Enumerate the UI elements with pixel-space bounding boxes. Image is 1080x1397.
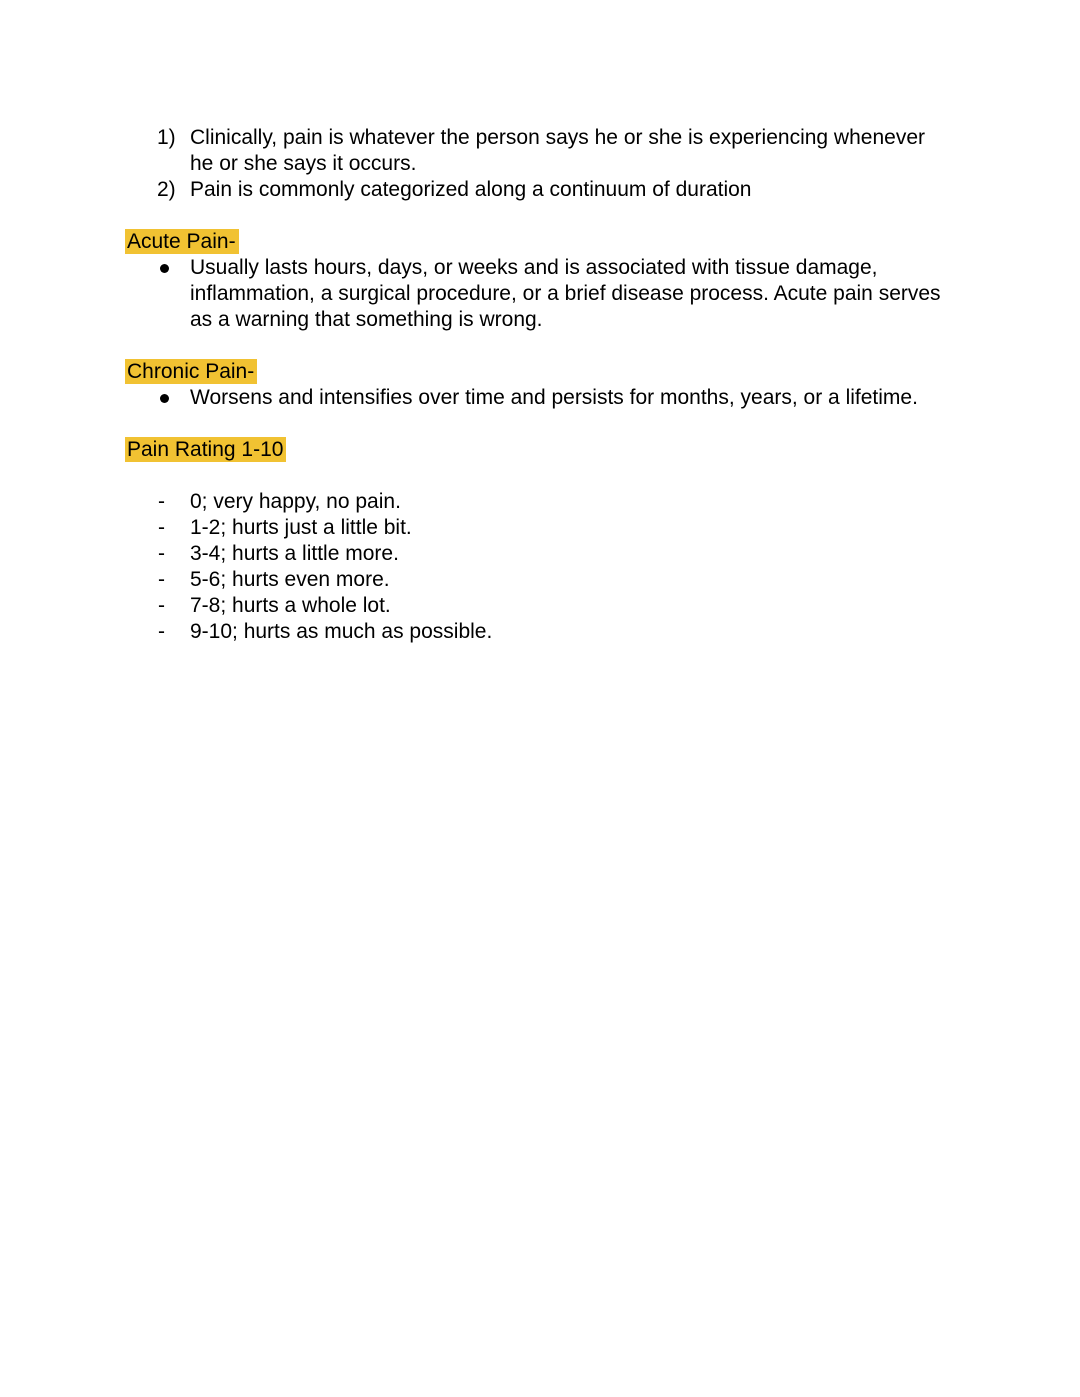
list-number: 1) (157, 126, 176, 149)
list-item (127, 177, 953, 203)
list-item-text: 5-6; hurts even more. (190, 568, 390, 591)
list-item-text: Pain is commonly categorized along a continuum of duration (190, 178, 752, 201)
dash-marker: - (158, 516, 165, 539)
blank-line (127, 333, 953, 359)
section-heading-pain-rating (127, 437, 953, 463)
blank-line (127, 411, 953, 437)
list-item (127, 593, 953, 619)
dash-marker: - (158, 568, 165, 591)
list-item (127, 489, 953, 515)
bullet-marker (160, 394, 169, 403)
list-item (127, 619, 953, 645)
blank-line (127, 463, 953, 489)
list-item-text: 3-4; hurts a little more. (190, 542, 399, 565)
bullet-list (127, 385, 953, 411)
dash-marker: - (158, 594, 165, 617)
list-item (127, 385, 953, 411)
dash-marker: - (158, 490, 165, 513)
list-item (127, 567, 953, 593)
dash-marker: - (158, 620, 165, 643)
list-item (127, 541, 953, 567)
highlighted-heading-text: Chronic Pain- (125, 359, 257, 384)
list-item-text: Usually lasts hours, days, or weeks and is associated with tissue damage, inflammation, a surgical procedure, or a brief disease process. Acute pain serves as a warning that something is wrong. (190, 256, 941, 331)
dash-list (127, 489, 953, 645)
highlighted-heading-text: Acute Pain- (125, 229, 239, 254)
list-item-text: 7-8; hurts a whole lot. (190, 594, 391, 617)
blank-line (127, 203, 953, 229)
bullet-marker (160, 264, 169, 273)
list-item-text: Worsens and intensifies over time and persists for months, years, or a lifetime. (190, 386, 918, 409)
list-number: 2) (157, 178, 176, 201)
list-item-text: 9-10; hurts as much as possible. (190, 620, 493, 643)
bullet-dot-icon (160, 394, 169, 403)
list-item (127, 125, 953, 177)
bullet-list (127, 255, 953, 333)
list-item-text: 1-2; hurts just a little bit. (190, 516, 412, 539)
list-item (127, 255, 953, 333)
list-item-text: Clinically, pain is whatever the person says he or she is experiencing whenever he or she says it occurs. (190, 126, 925, 175)
section-heading-acute-pain (127, 229, 953, 255)
dash-marker: - (158, 542, 165, 565)
list-item-text: 0; very happy, no pain. (190, 490, 401, 513)
numbered-list (127, 125, 953, 203)
list-item (127, 515, 953, 541)
bullet-dot-icon (160, 264, 169, 273)
section-heading-chronic-pain (127, 359, 953, 385)
highlighted-heading-text: Pain Rating 1-10 (125, 437, 286, 462)
